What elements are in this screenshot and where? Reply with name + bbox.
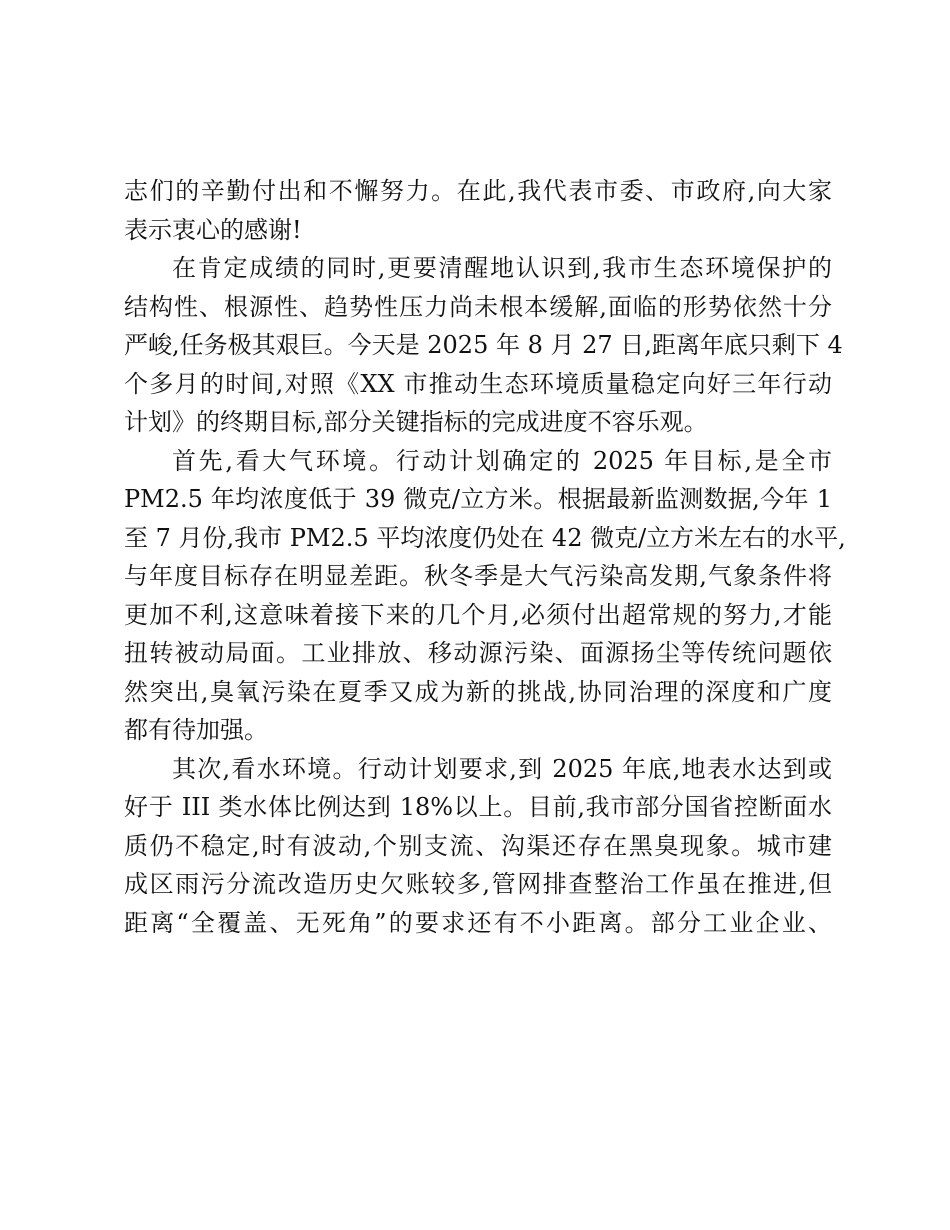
text-line: 严峻,任务极其艰巨。今天是 2025 年 8 月 27 日,距离年底只剩下 4 (124, 331, 843, 359)
text-line: 志们的辛勤付出和不懈努力。在此,我代表市委、市政府,向大家 (124, 177, 832, 205)
text-line: 表示衷心的感谢! (124, 215, 302, 244)
text-line: 扭转被动局面。工业排放、移动源污染、面源扬尘等传统问题依 (124, 639, 832, 667)
text-line: 至 7 月份,我市 PM2.5 平均浓度仍处在 42 微克/立方米左右的水平, (124, 523, 846, 552)
text-line: 首先,看大气环境。行动计划确定的 2025 年目标,是全市 (172, 446, 832, 475)
text-line: 质仍不稳定,时有波动,个别支流、沟渠还存在黑臭现象。城市建 (124, 831, 832, 860)
text-line: 在肯定成绩的同时,更要清醒地认识到,我市生态环境保护的 (172, 254, 832, 282)
text-line: 其次,看水环境。行动计划要求,到 2025 年底,地表水达到或 (172, 754, 832, 783)
paragraph-closing-thanks (124, 172, 832, 249)
text-line: 个多月的时间,对照《XX 市推动生态环境质量稳定向好三年行动 (124, 369, 832, 398)
text-line: 计划》的终期目标,部分关键指标的完成进度不容乐观。 (124, 408, 708, 436)
text-line: 成区雨污分流改造历史欠账较多,管网排查整治工作虽在推进,但 (124, 870, 832, 898)
text-line: 然突出,臭氧污染在夏季又成为新的挑战,协同治理的深度和广度 (124, 677, 832, 706)
text-line: 距离“全覆盖、无死角”的要求还有不小距离。部分工业企业、 (124, 908, 832, 937)
text-line: 好于 III 类水体比例达到 18%以上。目前,我市部分国省控断面水 (124, 793, 832, 821)
paragraph-situation-overview (124, 249, 843, 442)
text-line: 与年度目标存在明显差距。秋冬季是大气污染高发期,气象条件将 (124, 562, 832, 590)
document-body (124, 172, 846, 942)
text-line: 结构性、根源性、趋势性压力尚未根本缓解,面临的形势依然十分 (124, 292, 832, 321)
text-line: 更加不利,这意味着接下来的几个月,必须付出超常规的努力,才能 (124, 600, 832, 629)
text-line: 都有待加强。 (124, 716, 268, 744)
text-line: PM2.5 年均浓度低于 39 微克/立方米。根据最新监测数据,今年 1 (124, 485, 832, 513)
paragraph-air-environment (124, 442, 846, 750)
paragraph-water-environment (124, 750, 832, 943)
